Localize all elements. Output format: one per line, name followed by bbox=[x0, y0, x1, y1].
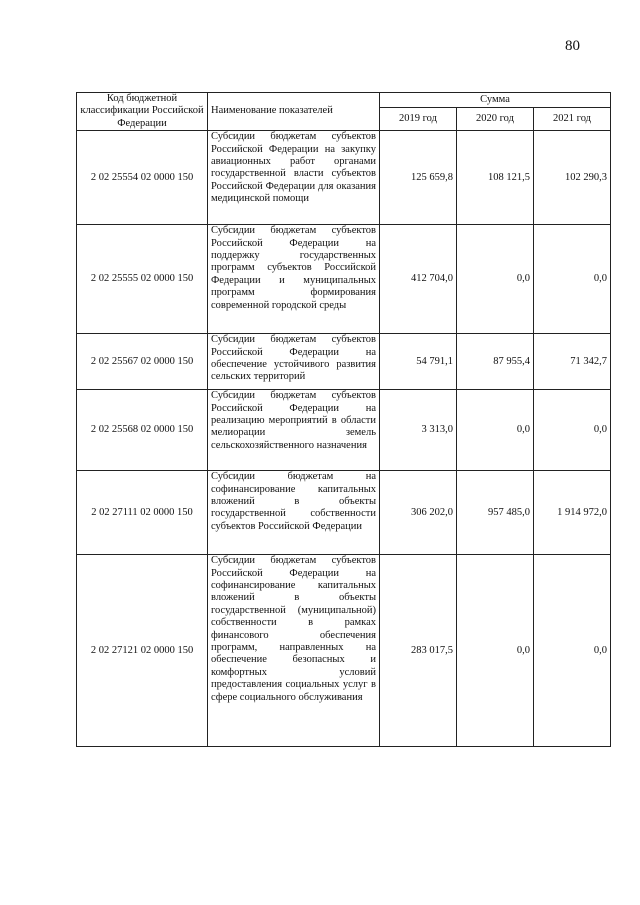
row-value-2019: 283 017,5 bbox=[380, 555, 457, 747]
row-code: 2 02 25555 02 0000 150 bbox=[77, 225, 208, 334]
table-row bbox=[77, 225, 611, 334]
budget-revenue-table bbox=[76, 92, 611, 747]
row-code: 2 02 27111 02 0000 150 bbox=[77, 471, 208, 555]
row-value-2020: 0,0 bbox=[457, 390, 534, 471]
row-value-2021: 0,0 bbox=[534, 555, 611, 747]
header-year-2019: 2019 год bbox=[380, 108, 457, 131]
row-value-2021: 0,0 bbox=[534, 225, 611, 334]
row-value-2021: 0,0 bbox=[534, 390, 611, 471]
row-code: 2 02 27121 02 0000 150 bbox=[77, 555, 208, 747]
row-value-2021: 102 290,3 bbox=[534, 131, 611, 225]
row-value-2020: 957 485,0 bbox=[457, 471, 534, 555]
row-value-2020: 87 955,4 bbox=[457, 334, 534, 390]
row-name: Субсидии бюджетам субъектов Российской Федерации на обеспечение устойчивого развития сельских территорий bbox=[208, 334, 380, 390]
row-code: 2 02 25568 02 0000 150 bbox=[77, 390, 208, 471]
header-code: Код бюджетной классификации Российской Федерации bbox=[77, 93, 208, 131]
page-number: 80 bbox=[565, 38, 580, 54]
row-value-2020: 108 121,5 bbox=[457, 131, 534, 225]
header-name: Наименование показателей bbox=[208, 93, 380, 131]
row-name: Субсидии бюджетам субъектов Российской Федерации на поддержку государственных программ субъектов Российской Федерации и муниципальных программ формирования современной городской среды bbox=[208, 225, 380, 334]
row-value-2019: 125 659,8 bbox=[380, 131, 457, 225]
table-row bbox=[77, 334, 611, 390]
table-row bbox=[77, 131, 611, 225]
row-code: 2 02 25567 02 0000 150 bbox=[77, 334, 208, 390]
row-value-2021: 1 914 972,0 bbox=[534, 471, 611, 555]
row-value-2019: 54 791,1 bbox=[380, 334, 457, 390]
row-name: Субсидии бюджетам субъектов Российской Федерации на закупку авиационных работ органами государственной власти субъектов Российской Федерации для оказания медицинской помощи bbox=[208, 131, 380, 225]
row-code: 2 02 25554 02 0000 150 bbox=[77, 131, 208, 225]
row-name: Субсидии бюджетам субъектов Российской Федерации на реализацию мероприятий в области мелиорации земель сельскохозяйственного назначения bbox=[208, 390, 380, 471]
header-sum: Сумма bbox=[380, 93, 611, 108]
table-row bbox=[77, 471, 611, 555]
header-year-2020: 2020 год bbox=[457, 108, 534, 131]
row-value-2019: 306 202,0 bbox=[380, 471, 457, 555]
row-name: Субсидии бюджетам субъектов Российской Федерации на софинансирование капитальных вложений в объекты государственной (муниципальной) собственности в рамках финансового обеспечения программ, направленных на обеспечение безопасных и комфортных условий предоставления социальных услуг в сфере социального обслуживания bbox=[208, 555, 380, 747]
table-row bbox=[77, 555, 611, 747]
header-year-2021: 2021 год bbox=[534, 108, 611, 131]
table-row bbox=[77, 390, 611, 471]
row-value-2019: 412 704,0 bbox=[380, 225, 457, 334]
row-name: Субсидии бюджетам на софинансирование капитальных вложений в объекты государственной собственности субъектов Российской Федерации bbox=[208, 471, 380, 555]
row-value-2019: 3 313,0 bbox=[380, 390, 457, 471]
row-value-2020: 0,0 bbox=[457, 225, 534, 334]
row-value-2021: 71 342,7 bbox=[534, 334, 611, 390]
row-value-2020: 0,0 bbox=[457, 555, 534, 747]
